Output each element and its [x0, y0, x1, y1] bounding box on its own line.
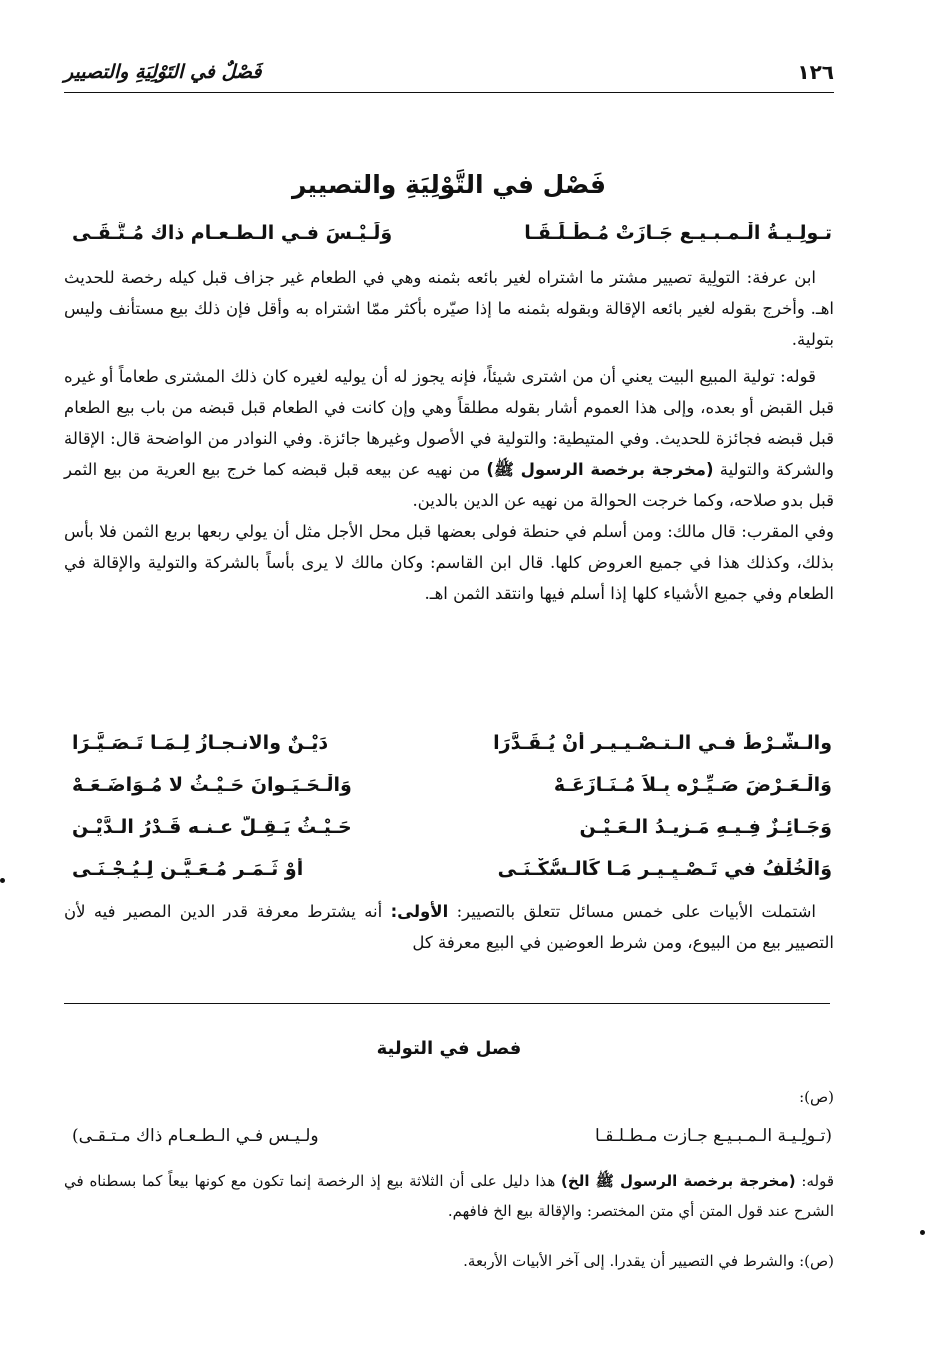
paragraph-qawluhu: [64, 361, 834, 516]
scan-mark: [0, 878, 5, 883]
running-title: فَصْلٌ في التَوْلِيَةِ والتصيير: [64, 61, 262, 83]
bold-quote: (مخرجة برخصة الرسول ﷺ): [486, 460, 714, 479]
running-header: [64, 52, 834, 93]
paragraph-text: أنه يشترط معرفة قدر الدين المصير فيه لأن التصيير بيع من البيوع، ومن شرط العوضين في البيع معرفة كل: [64, 902, 834, 952]
verse-row: [72, 858, 832, 880]
footnote-divider: [64, 1003, 830, 1004]
footnote-text: قوله:: [801, 1172, 834, 1190]
verse-first-hemistich: تـولِـيـةُ الْـمـبـيـعِ جَـازَتْ مُـطْـلَـقَـا: [524, 222, 832, 244]
paragraph-text: اشتملت الأبيات على خمس مسائل تتعلق بالتصيير:: [456, 902, 816, 921]
scan-mark: [920, 1230, 925, 1235]
verse-second-hemistich: ولـيـس فـي الـطـعـام ذاك مـتـقـى): [72, 1126, 319, 1146]
verse-second-hemistich: وَالْـحَـيَـوانَ حَـيْـثُ لا مُـوَاضَـعَـهْ: [72, 774, 352, 796]
verse-row: [72, 774, 832, 796]
footnote-text: هذا دليل على أن الثلاثة بيع إذ الرخصة إنما تكون مع كونها بيعاً كما بسطناه في الشرح عند قول المتن أي متن المختصر: والإقالة بيع الخ فافهم.: [64, 1172, 834, 1220]
paragraph-text: قوله: تولية المبيع البيت يعني أن من اشترى شيئاً، فإنه يجوز له أن يوليه لغيره كان ذلك المشترى طعاماً أو غيره قبل القبض أو بعده، وإلى هذا العموم أشار بقوله مطلقاً وهي وإن كانت في الطعام قبل قبضه من باب بيع الطعام قبل قبضه فجائزة للحديث. وفي المتيطية: والتولية في الأصول وغيرها جائزة. وفي النوادر من الواضحة قال: الإقالة والشركة والتولية: [64, 367, 835, 479]
footnote-section-title: فصل في التولية: [376, 1038, 522, 1059]
paragraph-issues: [64, 896, 834, 958]
verse-second-hemistich: حَـيْـثُ يَـقِـلُّ عـنـه قَـدْرُ الـدَّيْـنِ: [72, 816, 352, 838]
verse-second-hemistich: دَيْـنٌ والانـجـازُ لِـمَـا تَـصَـيَّـرَا: [72, 732, 329, 754]
bold-quote: (مخرجة برخصة الرسول ﷺ الخ): [561, 1172, 796, 1190]
chapter-title: فَصْل في التَّوْلِيَةِ والتصيير: [292, 170, 606, 199]
commentary-block-1: [64, 262, 834, 609]
bold-label: الأولى:: [390, 902, 449, 921]
verse-first-hemistich: وَالْـعَـرْضَ صَـيِّـرْه بِـلاَ مُـنَـازَعَـهْ: [553, 774, 832, 796]
footnote-verse: [72, 1126, 832, 1146]
closing-paragraph: [64, 896, 834, 958]
paragraph-ibn-arafa: ابن عرفة: التولِية تصيير مشتر ما اشتراه لغير بائعه بثمنه وهي في الطعام غير جزاف قبل كيله رخصة للحديث اهـ. وأخرج بقوله لغير بائعه الإقالة وبقوله بثمنه ما إذا صيّره بأكثر ممّا اشتراه به وأقل فإن ذلك بيع مستأنف وليس بتولية.: [64, 268, 834, 349]
opening-verse: [72, 222, 832, 244]
footnote-note-2: (ص): والشرط في التصيير أن يقدرا. إلى آخر الأبيات الأربعة.: [463, 1252, 834, 1270]
verse-second-hemistich: أوْ ثَـمَـرٍ مُـعَـيَّـنٍ لِـيُـجْـنَـى: [72, 858, 304, 880]
page-number: ١٢٦: [797, 60, 834, 84]
verse-first-hemistich: والـشَّـرْطُ فـي الـتـصْـيـيـرِ أنْ يُـقَـدَّرَا: [493, 732, 832, 754]
verse-second-hemistich: وَلَـيْـسَ فـي الـطـعـامِ ذاك مُـتَّـقَـى: [72, 222, 393, 244]
paragraph-text: من نهيه عن بيعه قبل قبضه كما خرج بيع العرية من بيع الثمر قبل بدو صلاحه، وكما خرجت الحوالة من نهيه عن الدين بالدين.: [64, 460, 834, 510]
verse-row: [72, 732, 832, 754]
verse-first-hemistich: (تـولِـيـة الـمـبـيـع جـازت مـطـلـقـا: [595, 1126, 832, 1146]
verse-first-hemistich: وَجَـائِـزٌ فِـيـهِ مَـزِيـدُ الـعَـيْـنِ: [579, 816, 832, 838]
verse-first-hemistich: وَالْخُلْفُ في تَـصْـيِـيـرِ مَـا كَالـسُّكْـنَـى: [497, 858, 832, 880]
paragraph-muqarrib: وفي المقرب: قال مالك: ومن أسلم في حنطة فولى بعضها قبل محل الأجل مثل أن يولي ربعها بربع الثمن فلا بأس بذلك، وكذلك هذا في جميع العروض كلها. قال ابن القاسم: وكان مالك لا يرى بأساً بالشركة والتولية والإقالة في الطعام وفي جميع الأشياء كلها إذا أسلم فيها وانتقد الثمن اهـ.: [64, 522, 834, 603]
footnote-note-1: [64, 1166, 834, 1226]
footnote-label-sad: (ص):: [799, 1088, 834, 1106]
verse-row: [72, 816, 832, 838]
